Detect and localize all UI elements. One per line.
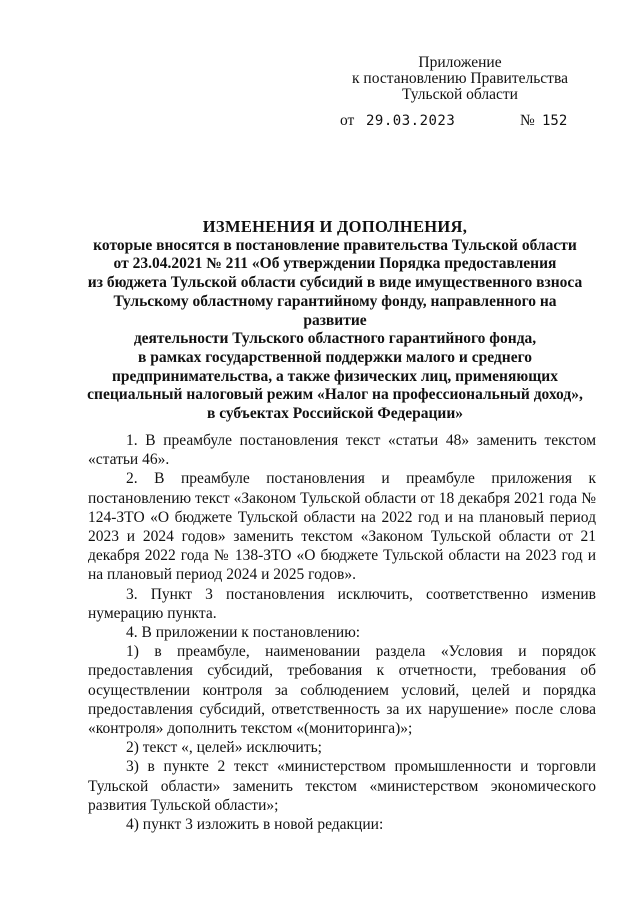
title-line: предпринимательства, а также физических лиц, применяющих bbox=[111, 367, 558, 385]
document-number: 152 bbox=[542, 113, 568, 129]
attachment-block bbox=[330, 55, 590, 103]
title-line: в субъектах Российской Федерации» bbox=[206, 405, 464, 423]
date-prefix: от bbox=[340, 112, 355, 129]
document-date: 29.03.2023 bbox=[366, 113, 456, 129]
document-body bbox=[88, 431, 596, 834]
document-title bbox=[80, 218, 590, 424]
paragraph: 3) в пункте 2 текст «министерством промышленности и торговли Тульской области» заменить текстом «министерством экономического развития Тульской области»; bbox=[88, 758, 596, 814]
attachment-line: к постановлению Правительства bbox=[352, 70, 568, 87]
paragraph: 4. В приложении к постановлению: bbox=[126, 624, 361, 642]
title-line: которые вносятся в постановление правительства Тульской области bbox=[93, 236, 577, 254]
paragraph: 3. Пункт 3 постановления исключить, соответственно изменив нумерацию пункта. bbox=[88, 585, 596, 622]
title-line: из бюджета Тульской области субсидий в виде имущественного взноса bbox=[87, 274, 583, 292]
title-main: ИЗМЕНЕНИЯ И ДОПОЛНЕНИЯ, bbox=[202, 217, 468, 236]
title-line: в рамках государственной поддержки малого и среднего bbox=[138, 348, 532, 366]
paragraph: 2) текст «, целей» исключить; bbox=[126, 739, 322, 757]
attachment-line: Тульской области bbox=[402, 86, 518, 103]
paragraph: 1. В преамбуле постановления текст «статьи 48» заменить текстом «статьи 46». bbox=[88, 432, 596, 469]
number-sign: № bbox=[520, 112, 535, 129]
paragraph: 4) пункт 3 изложить в новой редакции: bbox=[126, 816, 384, 834]
attachment-line: Приложение bbox=[418, 54, 502, 71]
title-line: от 23.04.2021 № 211 «Об утверждении Порядка предоставления bbox=[113, 255, 557, 273]
title-line: Тульскому областному гарантийному фонду, направленного на развитие bbox=[113, 292, 557, 329]
paragraph: 2. В преамбуле постановления и преамбуле приложения к постановлению текст «Законом Тульской области от 18 декабря 2021 года № 124-ЗТО «О бюджете Тульской области на 2022 год и на плановый период 2023 и 2024 годов» заменить текстом «Законом Тульской области от 21 декабря 2022 года № 138-ЗТО «О бюджете Тульской области на 2023 год и на плановый период 2024 и 2025 годов». bbox=[88, 470, 596, 584]
paragraph: 1) в преамбуле, наименовании раздела «Условия и порядок предоставления субсидий, требования к отчетности, требования об осуществлении контроля за соблюдением условий, целей и порядка предоставления субсидий, ответственность за их нарушение» после слова «контроля» дополнить текстом «(мониторинга)»; bbox=[88, 643, 596, 738]
title-line: деятельности Тульского областного гарантийного фонда, bbox=[133, 330, 537, 348]
title-line: специальный налоговый режим «Налог на профессиональный доход», bbox=[87, 386, 583, 404]
